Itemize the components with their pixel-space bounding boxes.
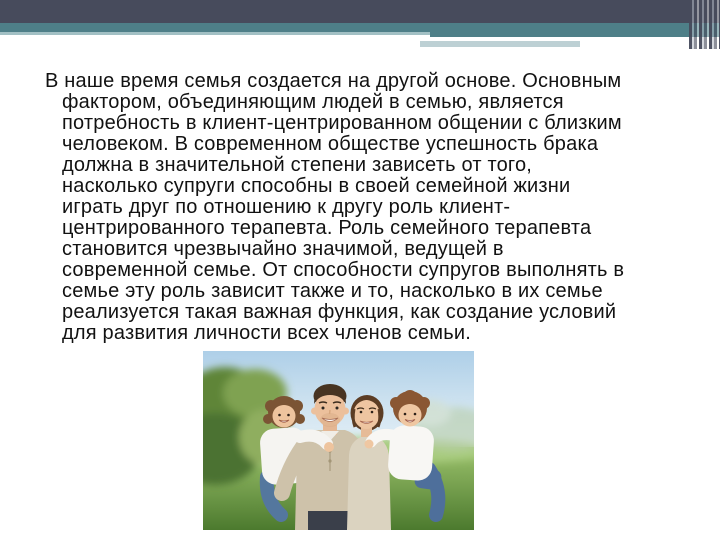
header-corner-stripes: [689, 0, 720, 49]
body-text-line: человеком. В современном обществе успешность брака: [62, 133, 599, 155]
header-bar-dark: [0, 0, 720, 23]
header-bar-pale-right: [420, 41, 580, 47]
body-text-line: потребность в клиент-центрированном общении с близким: [62, 112, 622, 134]
body-text-line: центрированного терапевта. Роль семейного терапевта: [62, 217, 592, 239]
body-text-line: должна в значительной степени зависеть от того,: [62, 154, 533, 176]
body-text-line: играть друг по отношению к другу роль клиент-: [62, 196, 511, 218]
body-text-line: насколько супруги способны в своей семейной жизни: [62, 175, 571, 197]
body-text-line: становится чрезвычайно значимой, ведущей в: [62, 238, 504, 260]
header-bar-light-teal: [0, 32, 430, 35]
body-text-line: фактором, объединяющим людей в семью, является: [62, 91, 564, 113]
family-photo: [203, 351, 474, 530]
body-text-line: семье эту роль зависит также и то, насколько в их семье: [62, 280, 603, 302]
header-bar-teal: [0, 23, 720, 32]
body-text-line: В наше время семья создается на другой основе. Основным: [45, 70, 622, 92]
body-text-line: для развития личности всех членов семьи.: [62, 322, 471, 344]
body-text-line: реализуется такая важная функция, как создание условий: [62, 301, 617, 323]
header-bar-teal-right: [430, 32, 720, 37]
family-photo-illustration: [203, 351, 474, 530]
body-text-line: современной семье. От способности супругов выполнять в: [62, 259, 625, 281]
body-text-block: [45, 71, 705, 344]
